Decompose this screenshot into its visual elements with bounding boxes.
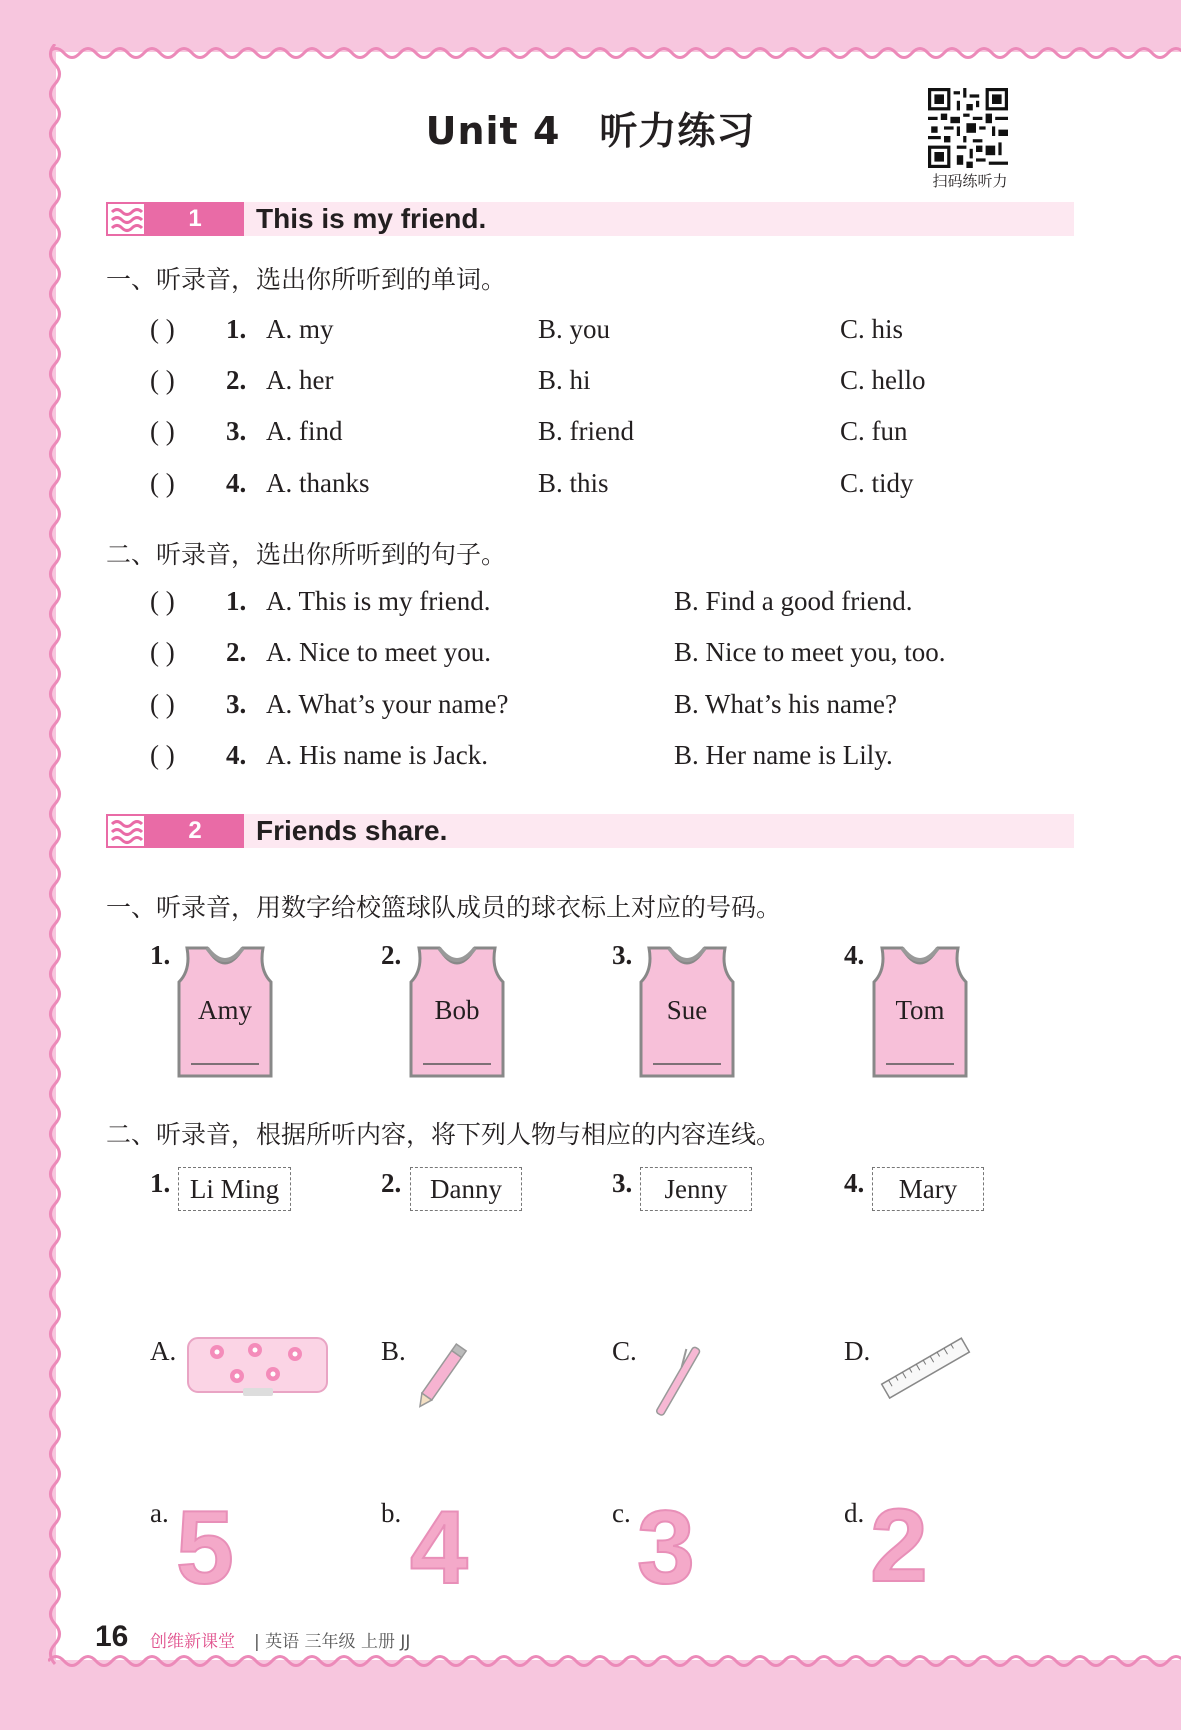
footer-book-info: | 英语 三年级 上册 JJ [254, 1632, 411, 1652]
top-wavy-border [48, 44, 1181, 62]
option-a: A. her [266, 365, 334, 395]
question-number: 3. [226, 689, 247, 719]
answer-blank[interactable]: ( ) [150, 740, 175, 770]
option-b: B. you [538, 314, 611, 344]
answer-blank[interactable]: ( ) [150, 586, 175, 616]
question-number: 4. [226, 468, 247, 498]
option-a: A. thanks [266, 468, 370, 498]
part2-title: Friends share. [256, 815, 448, 846]
option-c: C. fun [840, 416, 908, 446]
part1-section2-instruction: 二、听录音，选出你所听到的句子。 [106, 540, 507, 569]
object-letter: D. [844, 1336, 871, 1366]
bottom-wavy-border [48, 1652, 1181, 1670]
jersey-number-label: 2. [381, 940, 402, 970]
option-b: B. Her name is Lily. [674, 740, 893, 770]
person-name-box[interactable]: Mary [872, 1167, 984, 1211]
number-letter: b. [381, 1498, 402, 1528]
jersey-name: Amy [198, 995, 252, 1025]
jersey-number-label: 3. [612, 940, 633, 970]
part1-section1-instruction: 一、听录音，选出你所听到的单词。 [106, 265, 507, 294]
wave-lines-icon [106, 202, 146, 236]
word-question-row [150, 314, 1050, 354]
option-c: C. hello [840, 365, 926, 395]
object-letter: B. [381, 1336, 406, 1366]
question-number: 2. [226, 365, 247, 395]
person-number: 3. [612, 1168, 633, 1198]
part2-number: 2 [146, 814, 244, 848]
number-three-illustration[interactable]: 3 [637, 1490, 695, 1606]
word-question-row [150, 416, 1050, 456]
option-a: A. What’s your name? [266, 689, 509, 719]
answer-blank[interactable]: ( ) [150, 365, 175, 395]
option-b: B. this [538, 468, 609, 498]
sentence-question-row [150, 637, 1050, 677]
qr-code-icon[interactable] [928, 88, 1008, 168]
sentence-question-row [150, 689, 1050, 729]
footer-brand: 创维新课堂 [150, 1632, 235, 1652]
question-number: 1. [226, 314, 247, 344]
answer-blank[interactable]: ( ) [150, 314, 175, 344]
page-title: Unit 4 听力练习 [425, 109, 756, 153]
option-a: A. This is my friend. [266, 586, 491, 616]
person-number: 2. [381, 1168, 402, 1198]
jersey-name: Tom [895, 995, 945, 1025]
option-b: B. What’s his name? [674, 689, 897, 719]
part2-header-bar [106, 814, 1074, 848]
option-c: C. his [840, 314, 904, 344]
person-name-box[interactable]: Danny [410, 1167, 522, 1211]
jersey-number-label: 4. [844, 940, 865, 970]
jersey-name: Sue [666, 995, 708, 1025]
question-number: 3. [226, 416, 247, 446]
sentence-question-row [150, 740, 1050, 780]
part1-header-bar [106, 202, 1074, 236]
number-letter: c. [612, 1498, 631, 1528]
option-b: B. friend [538, 416, 634, 446]
answer-blank[interactable]: ( ) [150, 689, 175, 719]
sentence-question-row [150, 586, 1050, 626]
wave-lines-icon [106, 814, 146, 848]
option-b: B. hi [538, 365, 591, 395]
answer-blank[interactable]: ( ) [150, 468, 175, 498]
object-letter: A. [150, 1336, 177, 1366]
object-letter: C. [612, 1336, 637, 1366]
number-five-illustration[interactable]: 5 [176, 1490, 234, 1606]
part1-title: This is my friend. [256, 203, 487, 234]
person-number: 1. [150, 1168, 171, 1198]
pencil-box-icon[interactable] [185, 1334, 330, 1398]
person-number: 4. [844, 1168, 865, 1198]
option-a: A. His name is Jack. [266, 740, 488, 770]
number-letter: a. [150, 1498, 169, 1528]
word-question-row [150, 365, 1050, 405]
part1-number: 1 [146, 202, 244, 236]
part2-section2-instruction: 二、听录音，根据所听内容，将下列人物与相应的内容连线。 [106, 1120, 782, 1149]
option-a: A. Nice to meet you. [266, 637, 491, 667]
option-a: A. find [266, 416, 343, 446]
option-b: B. Find a good friend. [674, 586, 913, 616]
jersey-number-label: 1. [150, 940, 171, 970]
question-number: 1. [226, 586, 247, 616]
answer-blank[interactable]: ( ) [150, 637, 175, 667]
option-a: A. my [266, 314, 334, 344]
part2-section1-instruction: 一、听录音，用数字给校篮球队成员的球衣标上对应的号码。 [106, 893, 782, 922]
page-number: 16 [95, 1620, 129, 1653]
person-name-box[interactable]: Jenny [640, 1167, 752, 1211]
person-name-box[interactable]: Li Ming [178, 1167, 291, 1211]
question-number: 4. [226, 740, 247, 770]
answer-blank[interactable]: ( ) [150, 416, 175, 446]
jersey-name: Bob [434, 995, 480, 1025]
pencil-icon[interactable] [410, 1334, 482, 1408]
number-two-illustration[interactable]: 2 [870, 1488, 928, 1604]
ruler-icon[interactable] [878, 1334, 974, 1404]
qr-label: 扫码练听力 [932, 172, 1008, 190]
number-four-illustration[interactable]: 4 [410, 1490, 468, 1606]
option-c: C. tidy [840, 468, 914, 498]
option-b: B. Nice to meet you, too. [674, 637, 946, 667]
word-question-row [150, 468, 1050, 508]
pen-icon[interactable] [640, 1334, 720, 1426]
left-wavy-border [44, 44, 66, 1669]
question-number: 2. [226, 637, 247, 667]
number-letter: d. [844, 1498, 865, 1528]
